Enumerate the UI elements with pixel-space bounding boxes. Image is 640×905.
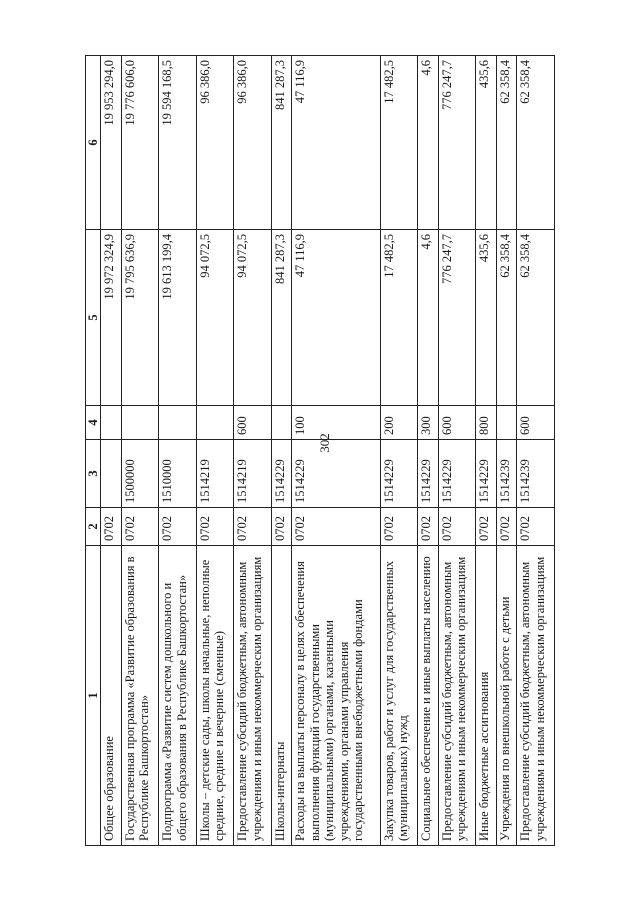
target-article-cell: 1514239 — [496, 440, 517, 508]
target-article-cell: 1514219 — [196, 440, 234, 508]
expense-type-cell — [271, 406, 292, 440]
expense-type-cell: 200 — [380, 406, 418, 440]
amount-year2-cell: 19 594 168,5 — [159, 56, 197, 230]
expense-name-cell: Иные бюджетные ассигнования — [476, 546, 497, 846]
amount-year2-cell: 17 482,5 — [380, 56, 418, 230]
amount-year1-cell: 776 247,7 — [438, 230, 476, 406]
expense-type-cell: 600 — [517, 406, 555, 440]
amount-year2-cell: 47 116,9 — [292, 56, 380, 230]
amount-year2-cell: 62 358,4 — [496, 56, 517, 230]
expense-type-cell: 800 — [476, 406, 497, 440]
amount-year1-cell: 19 972 324,9 — [101, 230, 122, 406]
expense-type-cell — [159, 406, 197, 440]
table-row — [418, 56, 439, 846]
target-article-cell: 1514229 — [476, 440, 497, 508]
column-header: 2 — [86, 508, 101, 546]
amount-year1-cell: 4,6 — [418, 230, 439, 406]
amount-year2-cell: 62 358,4 — [517, 56, 555, 230]
expense-name-cell: Школы-интернаты — [271, 546, 292, 846]
expense-name-cell: Предоставление субсидий бюджетным, автономным учреждениям и иным некоммерческим организациям — [234, 546, 272, 846]
expense-name-cell: Социальное обеспечение и иные выплаты населению — [418, 546, 439, 846]
target-article-cell: 1514229 — [292, 440, 380, 508]
amount-year1-cell: 17 482,5 — [380, 230, 418, 406]
expense-type-cell — [496, 406, 517, 440]
amount-year1-cell: 19 613 199,4 — [159, 230, 197, 406]
expense-name-cell: Расходы на выплаты персоналу в целях обеспечения выполнения функций государственными (муниципальными) органами, казенными учреждениями, органами управления государственными внебюджетными фондами — [292, 546, 380, 846]
column-header: 5 — [86, 230, 101, 406]
expense-name-cell: Предоставление субсидий бюджетным, автономным учреждениям и иным некоммерческим организациям — [438, 546, 476, 846]
table-row — [496, 56, 517, 846]
amount-year1-cell: 841 287,3 — [271, 230, 292, 406]
budget-table — [85, 55, 555, 846]
section-code-cell: 0702 — [292, 508, 380, 546]
section-code-cell: 0702 — [418, 508, 439, 546]
column-header: 1 — [86, 546, 101, 846]
target-article-cell: 1514229 — [271, 440, 292, 508]
target-article-cell: 1500000 — [121, 440, 159, 508]
table-row — [438, 56, 476, 846]
expense-type-cell: 100 — [292, 406, 380, 440]
amount-year1-cell: 19 795 636,9 — [121, 230, 159, 406]
table-row — [271, 56, 292, 846]
amount-year2-cell: 776 247,7 — [438, 56, 476, 230]
table-row — [159, 56, 197, 846]
expense-name-cell: Подпрограмма «Развитие систем дошкольного и общего образования в Республике Башкортостан» — [159, 546, 197, 846]
amount-year2-cell: 96 386,0 — [196, 56, 234, 230]
target-article-cell: 1514229 — [418, 440, 439, 508]
section-code-cell: 0702 — [196, 508, 234, 546]
table-row — [292, 56, 380, 846]
amount-year1-cell: 94 072,5 — [196, 230, 234, 406]
expense-name-cell: Государственная программа «Развитие образования в Республике Башкортостан» — [121, 546, 159, 846]
target-article-cell: 1514219 — [234, 440, 272, 508]
target-article-cell — [101, 440, 122, 508]
amount-year2-cell: 435,6 — [476, 56, 497, 230]
table-row — [380, 56, 418, 846]
amount-year1-cell: 62 358,4 — [517, 230, 555, 406]
table-row — [234, 56, 272, 846]
amount-year1-cell: 94 072,5 — [234, 230, 272, 406]
amount-year1-cell: 62 358,4 — [496, 230, 517, 406]
expense-name-cell: Учреждения по внешкольной работе с детьми — [496, 546, 517, 846]
expense-name-cell: Закупка товаров, работ и услуг для государственных (муниципальных) нужд — [380, 546, 418, 846]
section-code-cell: 0702 — [271, 508, 292, 546]
section-code-cell: 0702 — [101, 508, 122, 546]
column-header: 6 — [86, 56, 101, 230]
section-code-cell: 0702 — [496, 508, 517, 546]
amount-year1-cell: 47 116,9 — [292, 230, 380, 406]
expense-name-cell: Общее образование — [101, 546, 122, 846]
expense-type-cell — [196, 406, 234, 440]
expense-name-cell: Школы – детские сады, школы начальные, неполные средние, средние и вечерние (сменные) — [196, 546, 234, 846]
target-article-cell: 1514229 — [438, 440, 476, 508]
section-code-cell: 0702 — [476, 508, 497, 546]
section-code-cell: 0702 — [438, 508, 476, 546]
amount-year2-cell: 841 287,3 — [271, 56, 292, 230]
expense-type-cell: 300 — [418, 406, 439, 440]
amount-year1-cell: 435,6 — [476, 230, 497, 406]
amount-year2-cell: 4,6 — [418, 56, 439, 230]
target-article-cell: 1514229 — [380, 440, 418, 508]
amount-year2-cell: 96 386,0 — [234, 56, 272, 230]
expense-type-cell — [121, 406, 159, 440]
target-article-cell: 1514239 — [517, 440, 555, 508]
section-code-cell: 0702 — [159, 508, 197, 546]
table-row — [476, 56, 497, 846]
section-code-cell: 0702 — [234, 508, 272, 546]
table-row — [101, 56, 122, 846]
table-row — [517, 56, 555, 846]
column-header: 3 — [86, 440, 101, 508]
header-row — [86, 56, 101, 846]
section-code-cell: 0702 — [121, 508, 159, 546]
expense-type-cell: 600 — [438, 406, 476, 440]
amount-year2-cell: 19 776 606,0 — [121, 56, 159, 230]
expense-type-cell — [101, 406, 122, 440]
expense-type-cell: 600 — [234, 406, 272, 440]
column-header: 4 — [86, 406, 101, 440]
page-number: 302 — [317, 433, 332, 453]
table-row — [121, 56, 159, 846]
section-code-cell: 0702 — [517, 508, 555, 546]
expense-name-cell: Предоставление субсидий бюджетным, автономным учреждениям и иным некоммерческим организациям — [517, 546, 555, 846]
amount-year2-cell: 19 953 294,0 — [101, 56, 122, 230]
table-row — [196, 56, 234, 846]
target-article-cell: 1510000 — [159, 440, 197, 508]
section-code-cell: 0702 — [380, 508, 418, 546]
